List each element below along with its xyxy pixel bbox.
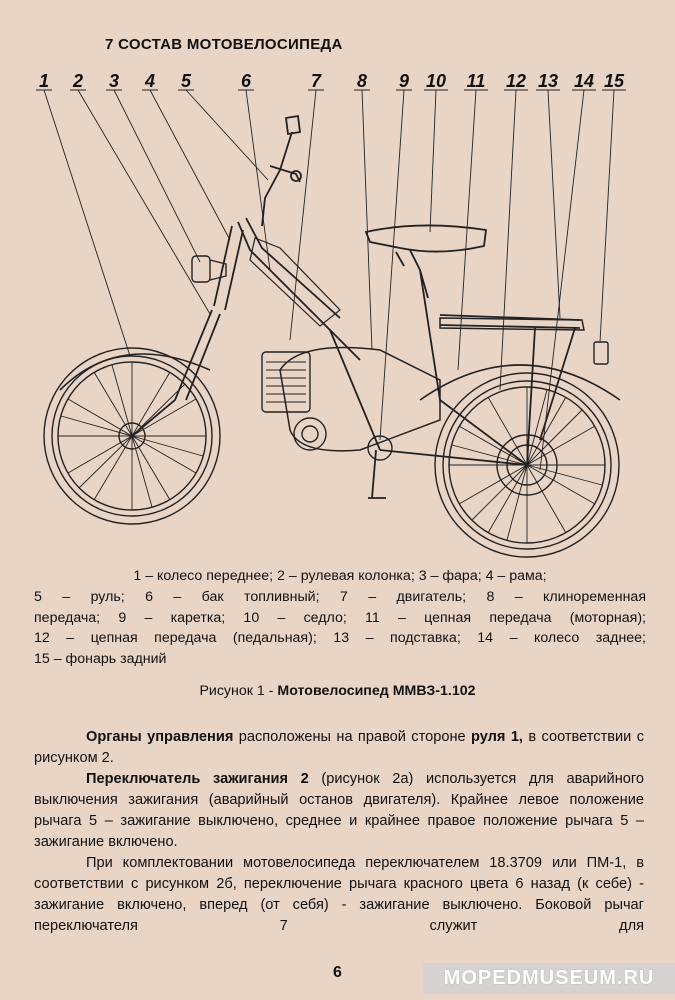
fuel-tank xyxy=(250,238,340,326)
paragraph-switch-variant xyxy=(34,853,644,937)
moped-illustration xyxy=(0,70,675,565)
bleed-through-text xyxy=(390,45,393,59)
term-ignition-switch: Переключатель зажигания 2 xyxy=(86,771,309,787)
body-text xyxy=(34,727,644,937)
paragraph-text: При комплектовании мотовелосипеда переключателем 18.3709 или ПМ-1, в соответствии с рисунком 2б, переключение рычага красного цвета 6 назад (к себе) - зажигание включено, вперед (от себя) - зажигание выключено. Боковой рычаг переключателя 7 служит для xyxy=(34,855,644,934)
part-label-12: 12 xyxy=(505,71,527,91)
part-label-4: 4 xyxy=(144,71,156,91)
part-label-6: 6 xyxy=(240,71,252,91)
paragraph-controls xyxy=(34,727,644,769)
watermark: MOPEDMUSEUM.RU xyxy=(423,963,675,994)
part-label-1: 1 xyxy=(38,71,50,91)
part-label-7: 7 xyxy=(310,71,322,91)
part-label-8: 8 xyxy=(356,71,368,91)
figure-legend xyxy=(34,566,646,670)
part-label-10: 10 xyxy=(425,71,447,91)
caption-prefix: Рисунок 1 - xyxy=(199,683,278,699)
saddle xyxy=(366,225,486,298)
frame xyxy=(132,218,580,465)
paragraph-ignition-switch xyxy=(34,769,644,853)
rear-wheel xyxy=(420,365,620,557)
part-label-2: 2 xyxy=(72,71,84,91)
part-label-5: 5 xyxy=(180,71,192,91)
legend-line: передача; 9 – каретка; 10 – седло; 11 – цепная передача (моторная); xyxy=(34,609,646,626)
part-label-14: 14 xyxy=(573,71,595,91)
legend-line: 1 – колесо переднее; 2 – рулевая колонка; 3 – фара; 4 – рама; xyxy=(133,568,547,584)
handlebar xyxy=(262,116,301,226)
tail-light xyxy=(594,342,608,364)
paragraph-text: (рисунок 2а) используется для аварийного выключения зажигания (аварийный останов двигателя). Крайнее левое положение рычага 5 – зажигание выключено, среднее и крайнее правое положение рычага 5 – зажигание включено. xyxy=(34,771,644,850)
leader-lines xyxy=(44,90,614,470)
caption-title: Мотовелосипед ММВЗ-1.102 xyxy=(277,683,476,699)
part-label-15: 15 xyxy=(603,71,625,91)
term-controls: Органы управления xyxy=(86,729,234,745)
part-label-11: 11 xyxy=(466,71,486,91)
figure-caption xyxy=(0,683,675,699)
engine xyxy=(262,348,440,499)
legend-line: 5 – руль; 6 – бак топливный; 7 – двигатель; 8 – клиноременная xyxy=(34,588,646,605)
section-heading: 7 СОСТАВ МОТОВЕЛОСИПЕДА xyxy=(105,36,343,53)
page-number: 6 xyxy=(333,964,342,981)
legend-line: 12 – цепная передача (педальная); 13 – подставка; 14 – колесо заднее; xyxy=(34,630,646,647)
part-label-3: 3 xyxy=(108,71,120,91)
term-handlebar: руля 1, xyxy=(471,729,523,745)
paragraph-text: расположены на правой стороне xyxy=(233,729,472,745)
paragraph-text: в соответствии с рисунком 2. xyxy=(34,729,644,766)
legend-line: 15 – фонарь задний xyxy=(34,651,167,668)
part-label-13: 13 xyxy=(537,71,559,91)
part-label-9: 9 xyxy=(398,71,410,91)
